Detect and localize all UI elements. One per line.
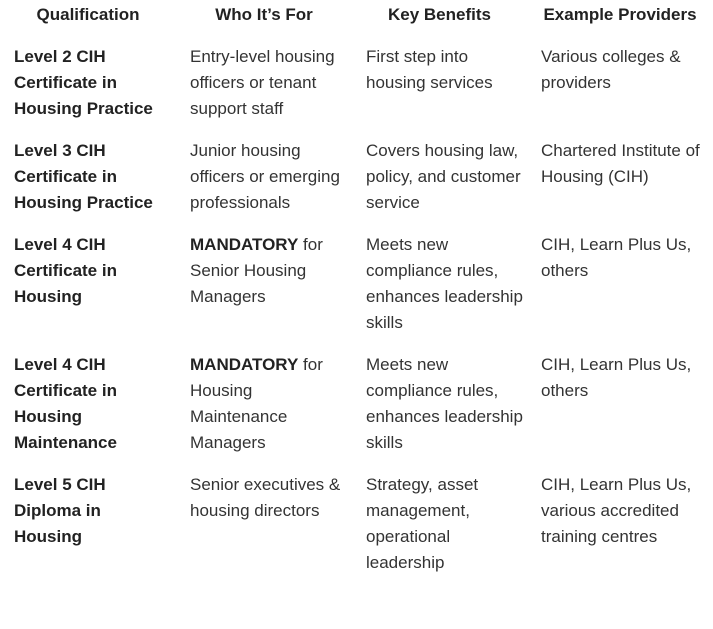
providers-cell: Chartered Institute of Housing (CIH) — [541, 141, 700, 186]
providers-cell: Various colleges & providers — [541, 47, 681, 92]
table-row — [0, 138, 713, 232]
table-row — [0, 44, 713, 138]
table-row — [0, 472, 713, 592]
mandatory-label: MANDATORY — [190, 235, 299, 254]
mandatory-label: MANDATORY — [190, 355, 299, 374]
benefits-cell: First step into housing services — [366, 47, 493, 92]
who-text: Entry-level housing officers or tenant support staff — [190, 47, 335, 118]
providers-cell: CIH, Learn Plus Us, others — [541, 235, 692, 280]
header-example-providers: Example Providers — [543, 5, 697, 24]
qualification-cell: Level 4 CIH Certificate in Housing Maintenance — [14, 355, 117, 452]
table-row — [0, 232, 713, 352]
header-who-its-for: Who It’s For — [215, 5, 313, 24]
qualification-cell: Level 4 CIH Certificate in Housing — [14, 235, 117, 306]
who-text: Senior executives & housing directors — [190, 475, 341, 520]
providers-cell: CIH, Learn Plus Us, various accredited training centres — [541, 475, 692, 546]
benefits-cell: Strategy, asset management, operational leadership — [366, 475, 479, 572]
who-text: for Housing Maintenance Managers — [190, 355, 323, 452]
who-text: for Senior Housing Managers — [190, 235, 323, 306]
who-text: Junior housing officers or emerging professionals — [190, 141, 340, 212]
who-cell — [176, 44, 352, 138]
who-cell — [176, 232, 352, 352]
who-cell — [176, 138, 352, 232]
benefits-cell: Covers housing law, policy, and customer service — [366, 141, 521, 212]
benefits-cell: Meets new compliance rules, enhances leadership skills — [366, 355, 523, 452]
qualification-cell: Level 5 CIH Diploma in Housing — [14, 475, 106, 546]
benefits-cell: Meets new compliance rules, enhances leadership skills — [366, 235, 523, 332]
who-cell — [176, 472, 352, 592]
who-cell — [176, 352, 352, 472]
qualification-cell: Level 2 CIH Certificate in Housing Practice — [14, 47, 153, 118]
qualification-cell: Level 3 CIH Certificate in Housing Practice — [14, 141, 153, 212]
table-row — [0, 352, 713, 472]
header-key-benefits: Key Benefits — [388, 5, 491, 24]
providers-cell: CIH, Learn Plus Us, others — [541, 355, 692, 400]
table-header-row — [0, 0, 713, 44]
header-qualification: Qualification — [36, 5, 140, 24]
